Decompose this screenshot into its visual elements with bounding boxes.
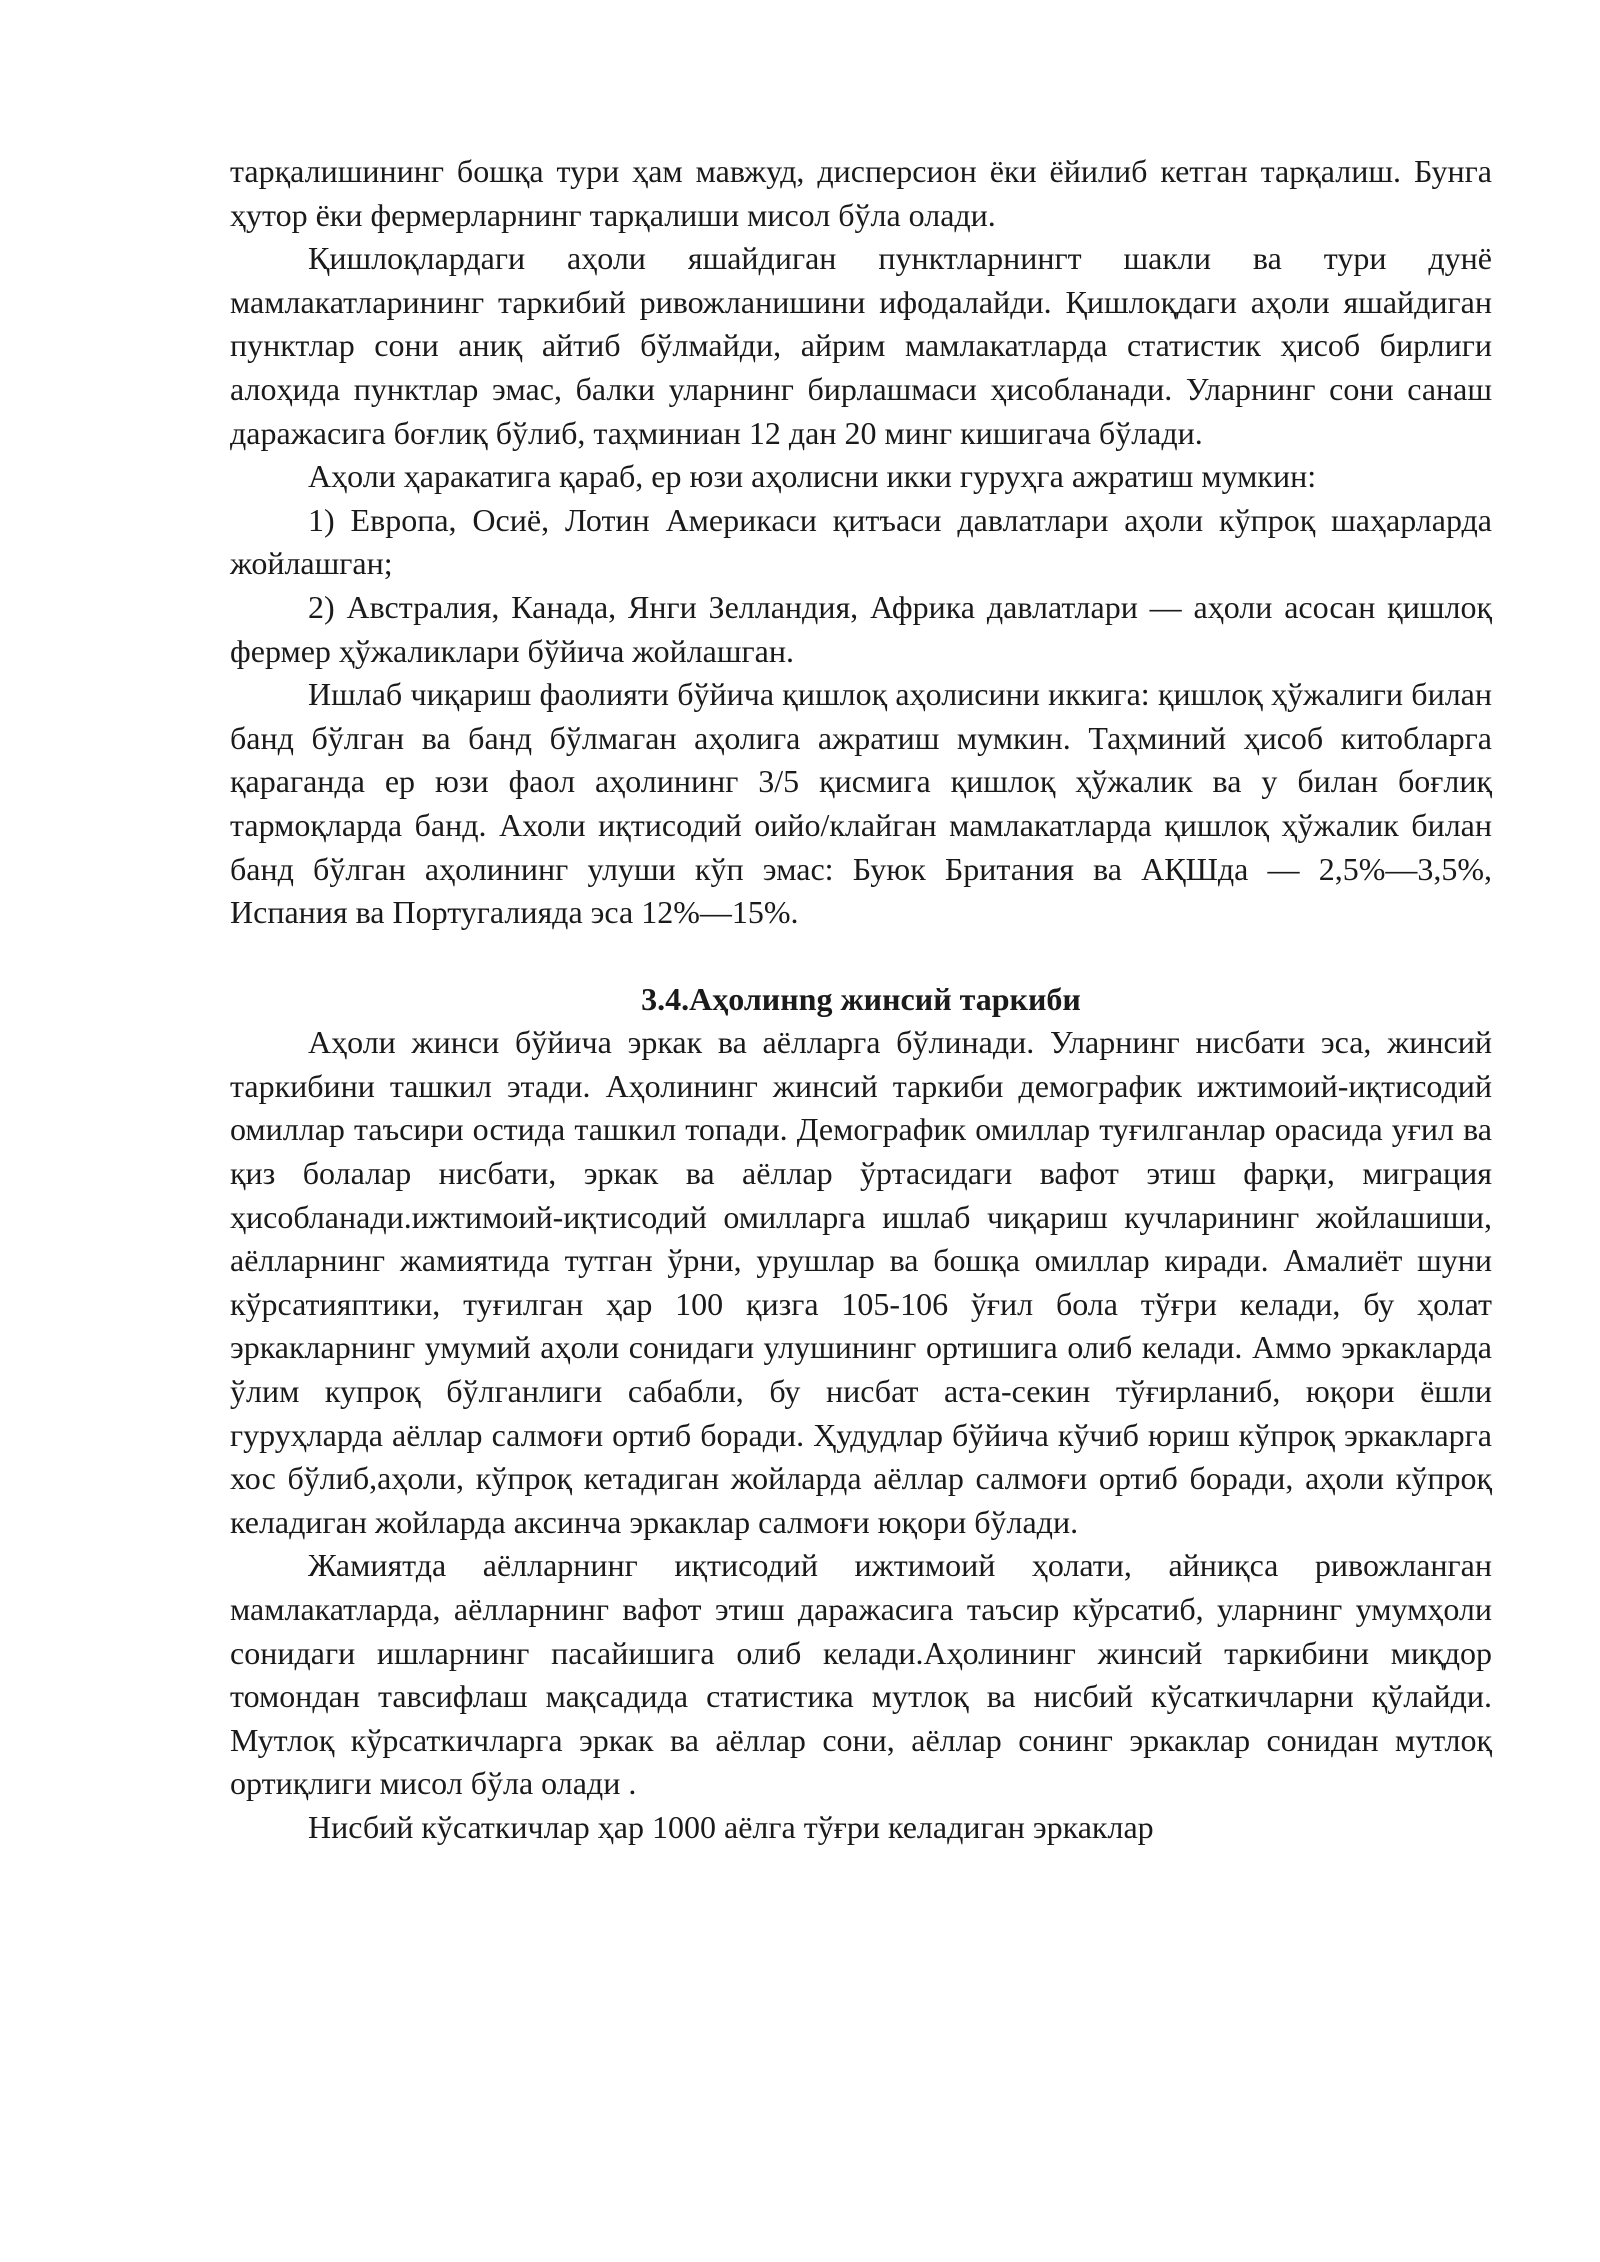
paragraph: тарқалишининг бошқа тури ҳам мавжуд, дисперсион ёки ёйилиб кетган тарқалиш. Бунга ҳутор ёки фермерларнинг тарқалиши мисол бўла олади. [230,153,1492,233]
list-item: 2) Австралия, Канада, Янги Зелландия, Африка давлатлари — аҳоли асосан қишлоқ фермер ҳўжаликлари бўйича жойлашган. [230,588,1492,669]
paragraph: Аҳоли ҳаракатига қараб, ер юзи аҳолисни икки гуруҳга ажратиш мумкин: [308,458,1317,495]
paragraph: Ишлаб чиқариш фаолияти бўйича қишлоқ аҳолисини иккига: қишлоқ ҳўжалиги билан банд бўлган ва банд бўлмаган аҳолига ажратиш мумкин. Таҳминий ҳисоб китобларга қараганда ер юзи фаол аҳолининг 3/5 қисмига қишлоқ ҳўжалик ва у билан боғлиқ тармоқларда банд. Ахоли иқтисодий оийо/клайган мамлакатларда қишлоқ ҳўжалик билан банд бўлган аҳолининг улуши кўп эмас: Буюк Британия ва АҚШда — 2,5%—3,5%, Испания ва Португалияда эса 12%—15%. [230,676,1492,931]
paragraph: Нисбий кўсаткичлар ҳар 1000 аёлга тўғри келадиган эркаклар [308,1808,1154,1845]
paragraph: Қишлоқлардаги аҳоли яшайдиган пунктларнингт шакли ва тури дунё мамлакатларининг таркибий ривожланишини ифодалайди. Қишлоқдаги аҳоли яшайдиган пунктлар сони аниқ айтиб бўлмайди, айрим мамлакатларда статистик ҳисоб бирлиги алоҳида пунктлар эмас, балки уларнинг бирлашмаси ҳисобланади. Уларнинг сони санаш даражасига боғлиқ бўлиб, таҳминиан 12 дан 20 минг кишигача бўлади. [230,240,1492,451]
document-body [230,150,1492,1850]
paragraph: Аҳоли жинси бўйича эркак ва аёлларга бўлинади. Уларнинг нисбати эса, жинсий таркибини ташкил этади. Аҳолининг жинсий таркиби демографик ижтимоий-иқтисодий омиллар таъсири остида ташкил топади. Демографик омиллар туғилганлар орасида уғил ва қиз болалар нисбати, эркак ва аёллар ўртасидаги вафот этиш фарқи, миграция ҳисобланади.ижтимоий-иқтисодий омилларга ишлаб чиқариш кучларининг жойлашиши, аёлларнинг жамиятида тутган ўрни, урушлар ва бошқа омиллар киради. Амалиёт шуни кўрсатияптики, туғилган ҳар 100 қизга 105-106 ўғил бола тўғри келади, бу ҳолат эркакларнинг умумий аҳоли сонидаги улушининг ортишига олиб келади. Аммо эркакларда ўлим купроқ бўлганлиги сабабли, бу нисбат аста-секин тўғирланиб, юқори ёшли гуруҳларда аёллар салмоғи ортиб боради. Ҳудудлар бўйича кўчиб юриш кўпроқ эркакларга хос бўлиб,аҳоли, кўпроқ кетадиган жойларда аёллар салмоғи ортиб боради, аҳоли кўпроқ келадиган жойларда аксинча эркаклар салмоғи юқори бўлади. [230,1024,1492,1540]
paragraph: Жамиятда аёлларнинг иқтисодий ижтимоий ҳолати, айниқса ривожланган мамлакатларда, аёлларнинг вафот этиш даражасига таъсир кўрсатиб, уларнинг умумҳоли сонидаги ишларнинг пасайишига олиб келади.Аҳолининг жинсий таркибини миқдор томондан тавсифлаш мақсадида статистика мутлоқ ва нисбий кўсаткичларни қўлайди. Мутлоқ кўрсаткичларга эркак ва аёллар сони, аёллар сонинг эркаклар сонидан мутлоқ ортиқлиги мисол бўла олади . [230,1547,1492,1802]
list-item: 1) Европа, Осиё, Лотин Америкаси қитъаси давлатлари аҳоли кўпроқ шаҳарларда жойлашган; [230,501,1492,582]
section-heading: 3.4.Аҳолинng жинсий таркиби [641,980,1081,1017]
